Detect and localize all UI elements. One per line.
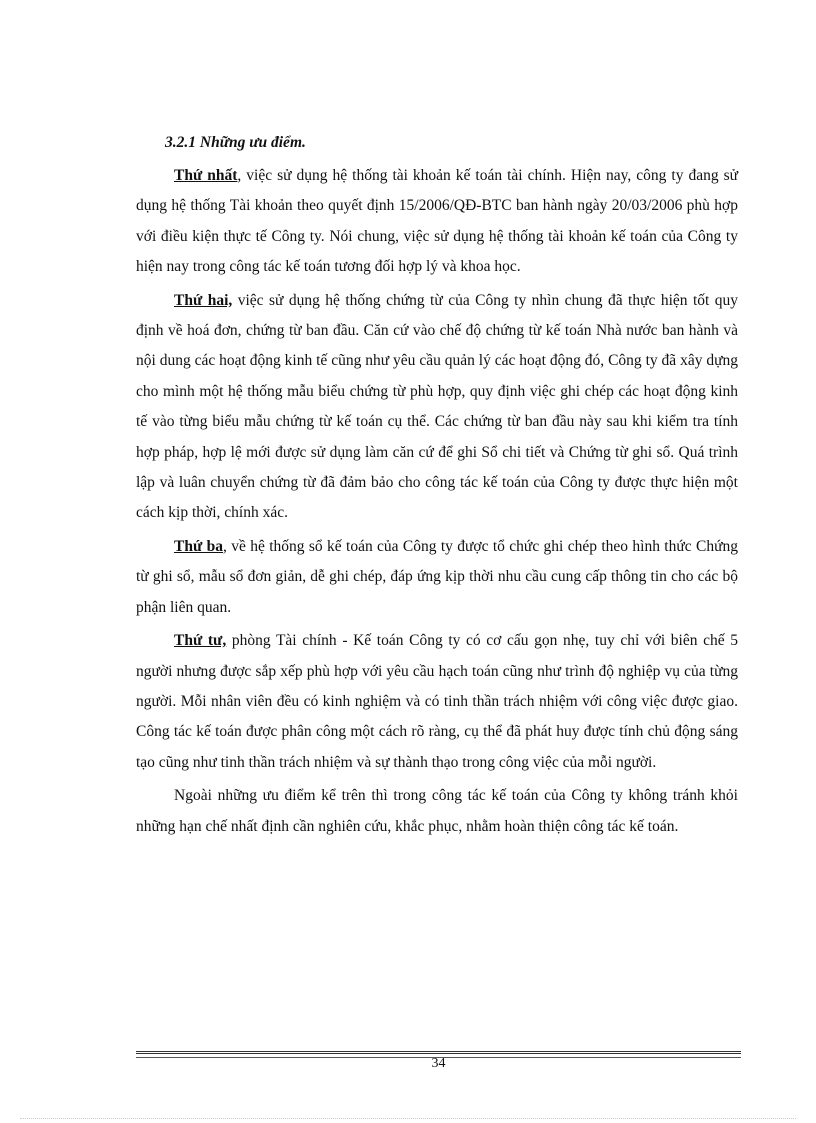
paragraph-conclusion (136, 781, 738, 842)
section-heading: 3.2.1 Những ưu điểm. (165, 134, 306, 151)
paragraph-text: , việc sử dụng hệ thống tài khoản kế toán tài chính. Hiện nay, công ty đang sử dụng hệ thống Tài khoản theo quyết định 15/2006/QĐ-BTC ban hành ngày 20/03/2006 phù hợp với điều kiện thực tế Công ty. Nói chung, việc sử dụng hệ thống tài khoản kế toán của Công ty hiện nay trong công tác kế toán tương đối hợp lý và khoa học. (136, 167, 738, 276)
paragraph-third (136, 532, 738, 623)
paragraph-lead: Thứ ba (174, 537, 223, 555)
paragraph-text: việc sử dụng hệ thống chứng từ của Công ty nhìn chung đã thực hiện tốt quy định về hoá đơn, chứng từ ban đầu. Căn cứ vào chế độ chứng từ kế toán Nhà nước ban hành và nội dung các hoạt động kinh tế cũng như yêu cầu quản lý các hoạt động đó, Công ty đã xây dựng cho mình một hệ thống mẫu biểu chứng từ phù hợp, quy định việc ghi chép các hoạt động kinh tế vào từng biểu mẫu chứng từ kế toán cụ thể. Các chứng từ ban đầu này sau khi kiểm tra tính hợp pháp, hợp lệ mới được sử dụng làm căn cứ để ghi Sổ chi tiết và Chứng từ ghi sổ. Quá trình lập và luân chuyển chứng từ đã đảm bảo cho công tác kế toán của Công ty được thực hiện một cách kịp thời, chính xác. (136, 291, 739, 522)
paragraph-lead: Thứ nhất (174, 167, 238, 184)
page-break-line (20, 1118, 796, 1119)
page-content (136, 128, 738, 845)
paragraph-first (136, 161, 738, 283)
paragraph-second (136, 286, 738, 529)
paragraph-text: , về hệ thống sổ kế toán của Công ty được tổ chức ghi chép theo hình thức Chứng từ ghi sổ, mẫu sổ đơn giản, dễ ghi chép, đáp ứng kịp thời nhu cầu cung cấp thông tin cho các bộ phận liên quan. (136, 537, 738, 616)
paragraph-fourth (136, 626, 738, 778)
paragraph-lead: Thứ hai, (174, 291, 233, 309)
page-number: 34 (431, 1056, 446, 1071)
paragraph-text: phòng Tài chính - Kế toán Công ty có cơ cấu gọn nhẹ, tuy chỉ với biên chế 5 người nhưng được sắp xếp phù hợp với yêu cầu hạch toán cũng như trình độ nghiệp vụ của từng người. Mỗi nhân viên đều có kinh nghiệm và có tinh thần trách nhiệm với công việc được giao. Công tác kế toán được phân công một cách rõ ràng, cụ thể đã phát huy được tính chủ động sáng tạo cũng như tinh thần trách nhiệm và sự thành thạo trong công việc của mỗi người. (136, 632, 738, 771)
paragraph-lead: Thứ tư, (174, 632, 227, 650)
paragraph-text: Ngoài những ưu điểm kể trên thì trong công tác kế toán của Công ty không tránh khỏi những hạn chế nhất định cần nghiên cứu, khắc phục, nhằm hoàn thiện công tác kế toán. (136, 787, 738, 835)
footer-divider (136, 1051, 741, 1054)
